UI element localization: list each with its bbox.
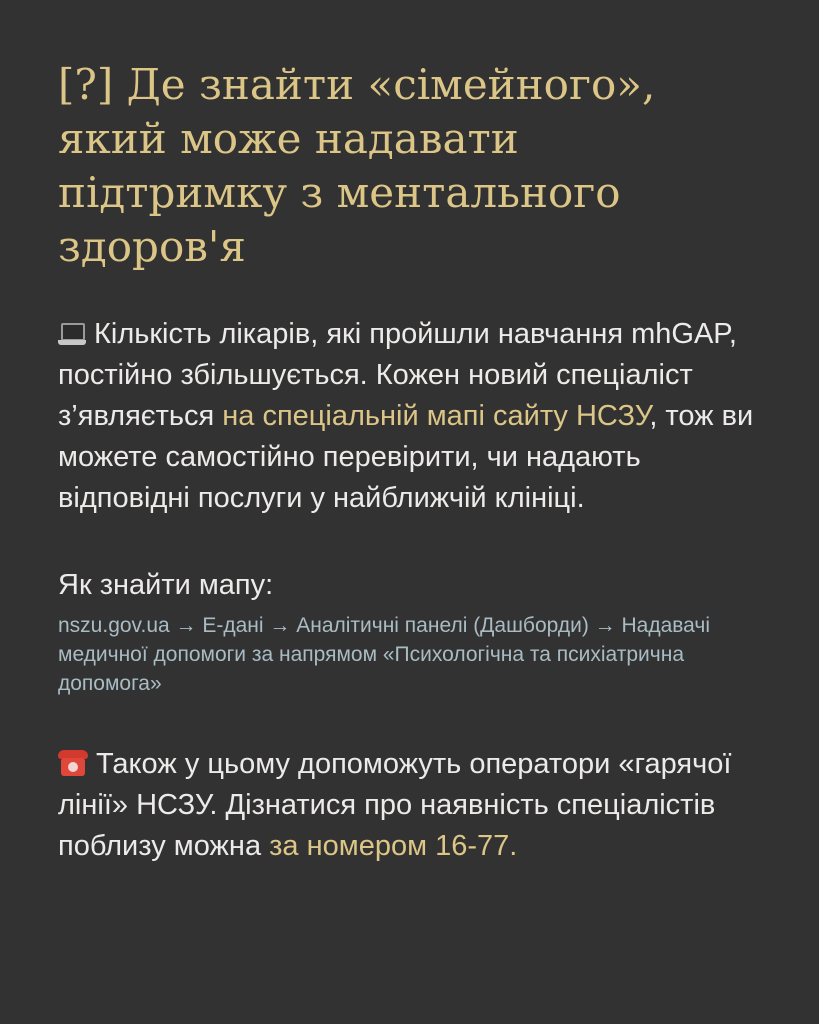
map-navigation-path: nszu.gov.ua → E-дані → Аналітичні панелі (Дашборди) → Надавачі медичної допомоги за напрямом «Психологічна та психіатрична допомога» <box>58 614 711 695</box>
laptop-icon <box>58 323 86 345</box>
doctors-text: Кількість лікарів, які пройшли навчання mhGAP, постійно збільшується. Кожен новий спеціаліст з’являється <box>58 318 737 432</box>
hotline-text: Також у цьому допоможуть оператори «гарячої лінії» НСЗУ. Дізнатися про наявність спеціалістів поблизу можна <box>58 748 732 862</box>
hotline-paragraph <box>58 744 778 867</box>
hotline-number-link[interactable]: за номером 16-77. <box>269 830 518 862</box>
page-content <box>58 58 778 867</box>
nszu-map-link[interactable]: на спеціальній мапі сайту НСЗУ <box>222 400 650 432</box>
doctors-text-end: , тож ви можете самостійно перевірити, чи надають відповідні послуги у найближчій клініці. <box>58 400 754 514</box>
doctors-paragraph <box>58 314 778 519</box>
telephone-icon <box>58 750 88 776</box>
map-heading: Як знайти мапу: <box>58 569 274 601</box>
page-title: [?] Де знайти «сімейного», який може надавати підтримку з ментального здоров'я <box>58 60 656 271</box>
